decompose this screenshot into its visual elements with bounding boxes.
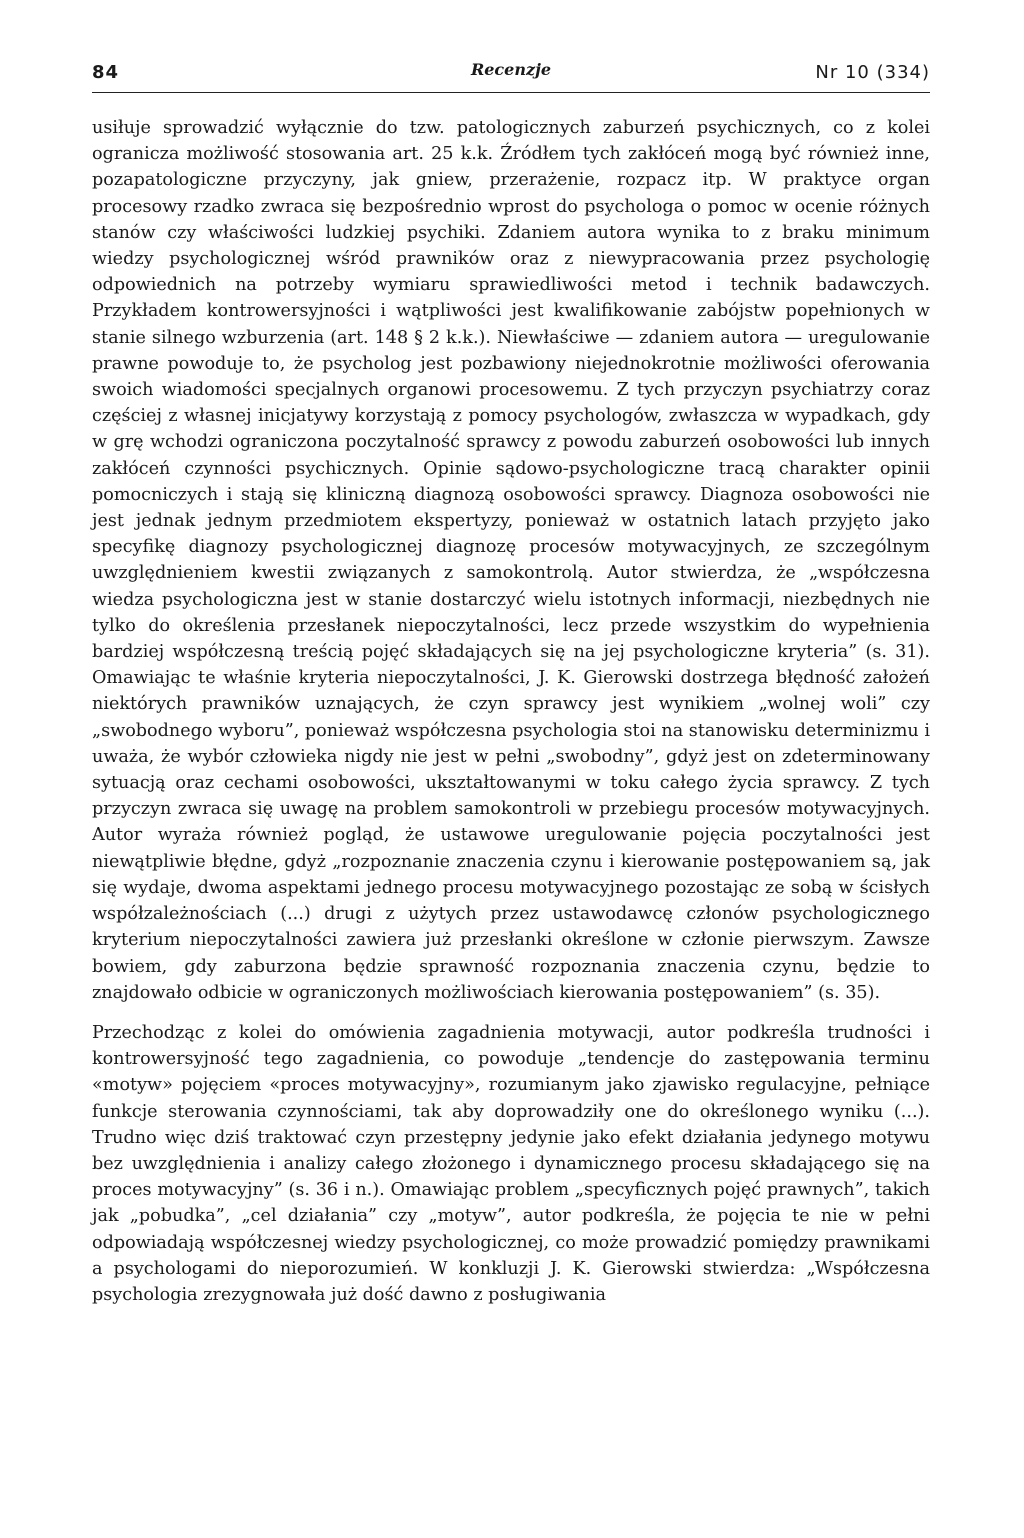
page — [92, 60, 930, 1308]
paragraph: Przechodząc z kolei do omówienia zagadnienia motywacji, autor podkreśla trudności i kontrowersyjność tego zagadnienia, co powoduje „tendencje do zastępowania terminu «motyw» pojęciem «proces motywacyjny», rozumianym jako zjawisko regulacyjne, pełniące funkcje sterowania czynnościami, tak aby doprowadziły one do określonego wyniku (...). Trudno więc dziś traktować czyn przestępny jedynie jako efekt działania jedynego motywu bez uwzględnienia i analizy całego złożonego i dynamicznego procesu składającego się na proces motywacyjny” (s. 36 i n.). Omawiając problem „specyficznych pojęć prawnych”, takich jak „pobudka”, „cel działania” czy „motyw”, autor podkreśla, że pojęcia te nie w pełni odpowiadają współczesnej wiedzy psychologicznej, co może prowadzić pomiędzy prawnikami a psychologami do nieporozumień. W konkluzji J. K. Gierowski stwierdza: „Współczesna psychologia zrezygnowała już dość dawno z posługiwania — [92, 1022, 930, 1305]
running-head: Recenzje — [470, 60, 552, 79]
page-header — [92, 60, 930, 93]
page-number: 84 — [92, 62, 120, 83]
paragraph: usiłuje sprowadzić wyłącznie do tzw. patologicznych zaburzeń psychicznych, co z kolei ogranicza możliwość stosowania art. 25 k.k. Źródłem tych zakłóceń mogą być również inne, pozapatologiczne przyczyny, jak gniew, przerażenie, rozpacz itp. W praktyce organ procesowy rzadko zwraca się bezpośrednio wprost do psychologa o pomoc w ocenie różnych stanów czy właściwości ludzkiej psychiki. Zdaniem autora wynika to z braku minimum wiedzy psychologicznej wśród prawników oraz z niewypracowania przez psychologię odpowiednich na potrzeby wymiaru sprawiedliwości metod i technik badawczych. Przykładem kontrowersyjności i wątpliwości jest kwalifikowanie zabójstw popełnionych w stanie silnego wzburzenia (art. 148 § 2 k.k.). Niewłaściwe — zdaniem autora — uregulowanie prawne powoduje to, że psycholog jest pozbawiony niejednokrotnie możliwości oferowania swoich wiadomości specjalnych organowi procesowemu. Z tych przyczyn psychiatrzy coraz częściej z własnej inicjatywy korzystają z pomocy psychologów, zwłaszcza w wypadkach, gdy w grę wchodzi ograniczona poczytalność sprawcy z powodu zaburzeń osobowości lub innych zakłóceń czynności psychicznych. Opinie sądowo-psychologiczne tracą charakter opinii pomocniczych i stają się kliniczną diagnozą osobowości sprawcy. Diagnoza osobowości nie jest jednak jednym przedmiotem ekspertyzy, ponieważ w ostatnich latach przyjęto jako specyfikę diagnozy psychologicznej diagnozę procesów motywacyjnych, ze szczególnym uwzględnieniem kwestii związanych z samokontrolą. Autor stwierdza, że „współczesna wiedza psychologiczna jest w stanie dostarczyć wielu istotnych informacji, niezbędnych nie tylko do określenia przesłanek niepoczytalności, lecz przede wszystkim do wypełnienia bardziej współczesną treścią pojęć składających się na jej psychologiczne kryteria” (s. 31). Omawiając te właśnie kryteria niepoczytalności, J. K. Gierowski dostrzega błędność założeń niektórych prawników uznających, że czyn sprawcy jest wynikiem „wolnej woli” czy „swobodnego wyboru”, ponieważ współczesna psychologia stoi na stanowisku determinizmu i uważa, że wybór człowieka nigdy nie jest w pełni „swobodny”, gdyż jest on zdeterminowany sytuacją oraz cechami osobowości, ukształtowanymi w toku całego życia sprawcy. Z tych przyczyn zwraca się uwagę na problem samokontroli w przebiegu procesów motywacyjnych. Autor wyraża również pogląd, że ustawowe uregulowanie pojęcia poczytalności jest niewątpliwie błędne, gdyż „rozpoznanie znaczenia czynu i kierowanie postępowaniem są, jak się wydaje, dwoma aspektami jednego procesu motywacyjnego pozostając ze sobą w ścisłych współzależnościach (...) drugi z użytych przez ustawodawcę członów psychologicznego kryterium niepoczytalności zawiera już przesłanki określone w członie pierwszym. Zawsze bowiem, gdy zaburzona będzie sprawność rozpoznania znaczenia czynu, będzie to znajdowało odbicie w ograniczonych możliwościach kierowania postępowaniem” (s. 35). — [92, 118, 930, 1003]
issue-number: Nr 10 (334) — [815, 62, 930, 83]
article-body — [92, 115, 930, 1308]
